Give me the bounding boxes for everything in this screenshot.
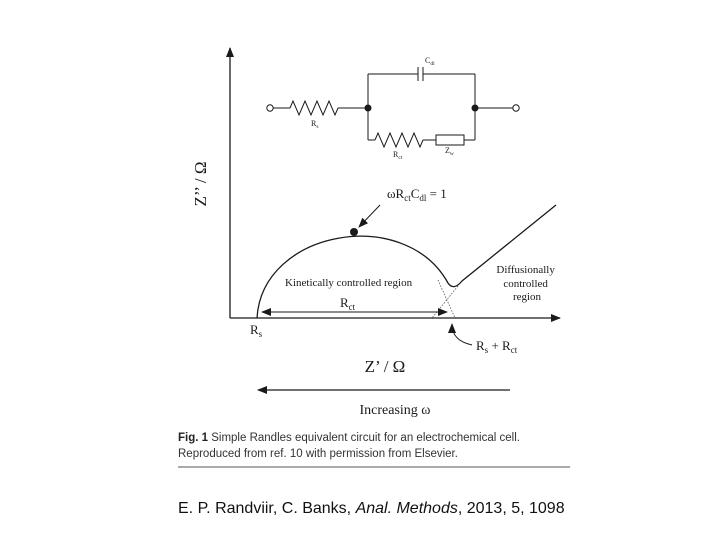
omega-annotation: $\omega R_{ct}C_{dl} = 1$ [387,186,447,203]
rct-circuit-label: $R_{ct}$ [393,150,403,161]
citation-details: , 2013, 5, 1098 [457,500,565,517]
semicircle-curve [257,205,556,318]
rs-rct-label: $R_s + R_{ct}$ [476,338,518,355]
citation-journal: Anal. Methods [355,500,458,517]
caption-label: Fig. 1 [178,432,209,444]
apex-pointer-arrow [359,205,380,227]
y-axis-label: Z’’ / Ω [191,161,210,207]
caption-divider [178,466,570,468]
increasing-omega-label: Increasing ω [359,403,431,418]
extrapolation-line-2 [432,286,458,318]
zw-circuit-label: $Z_w$ [445,146,454,157]
citation-authors: E. P. Randviir, C. Banks, [178,500,356,517]
x-axis-label: Z’ / Ω [364,357,406,376]
rs-circuit-label: $R_s$ [311,119,319,130]
citation [178,500,565,518]
rct-span-label: $R_{ct}$ [340,295,356,312]
resistor-rs [290,101,338,115]
kinetic-region-label: Kinetically controlled region [285,277,413,289]
circuit-terminal-left [267,105,273,111]
apex-point [350,228,358,236]
circuit-terminal-right [513,105,519,111]
rs-rct-pointer-arrow [452,324,472,345]
figure-caption [178,430,578,462]
diffusion-region-label: Diffusionally controlled region [496,264,555,303]
cdl-circuit-label: $C_{dl}$ [425,56,435,67]
warburg-element [436,135,464,145]
resistor-rct [375,133,423,147]
rs-tick-label: $R_s$ [250,322,263,339]
caption-text: Simple Randles equivalent circuit for an electrochemical cell. Reproduced from ref. 10 with permission from Elsevier. [178,432,520,460]
randles-circuit [267,67,519,147]
